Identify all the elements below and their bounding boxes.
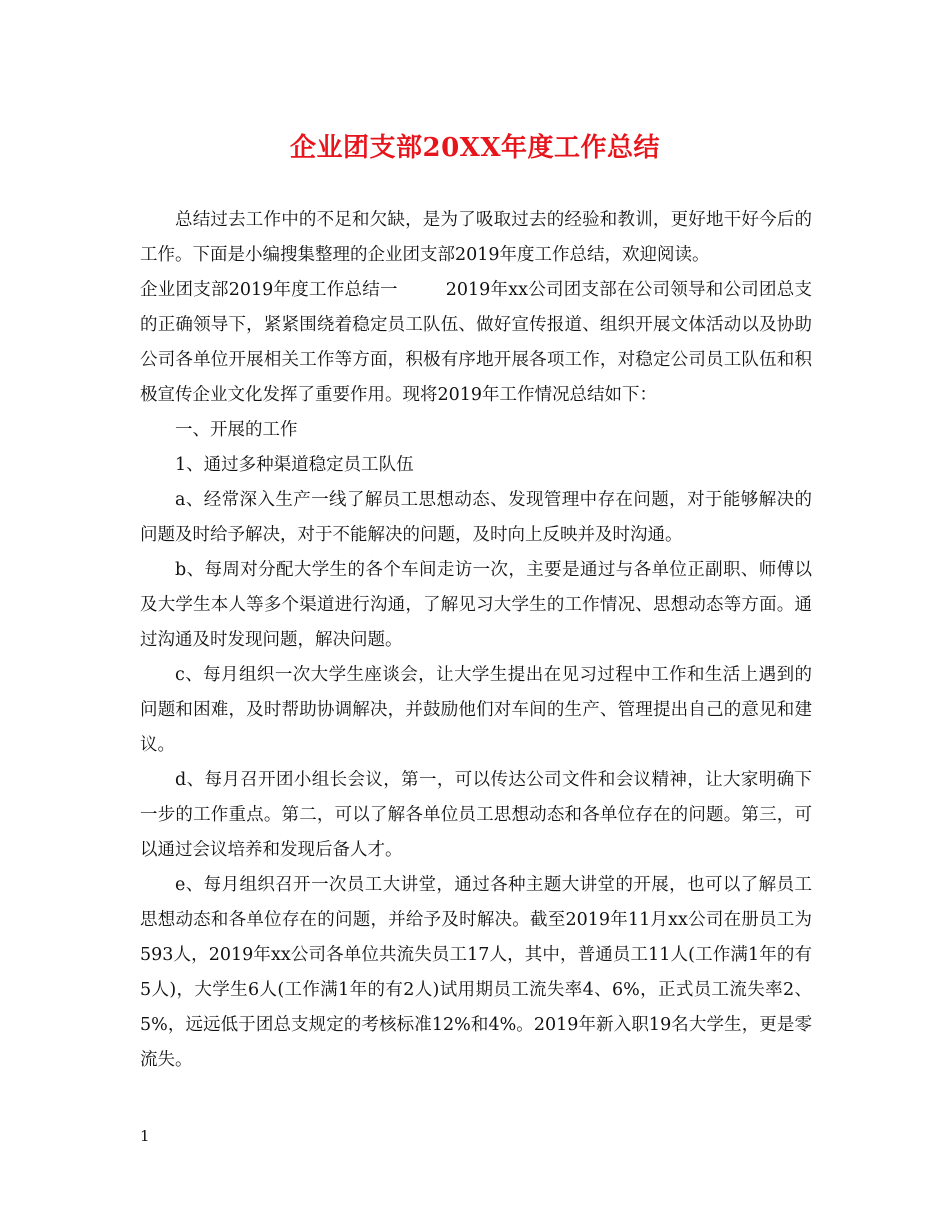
- section-label: 企业团支部2019年度工作总结一: [140, 280, 398, 300]
- heading-stabilize-staff: 1、通过多种渠道稳定员工队伍: [175, 455, 414, 475]
- item-b-paragraph: b、每周对分配大学生的各个车间走访一次，主要是通过与各单位正副职、师傅以及大学生本人等多个渠道进行沟通，了解见习大学生的工作情况、思想动态等方面。通过沟通及时发现问题，解决问题。: [140, 560, 812, 650]
- item-d-paragraph: d、每月召开团小组长会议，第一，可以传达公司文件和会议精神，让大家明确下一步的工作重点。第二，可以了解各单位员工思想动态和各单位存在的问题。第三，可以通过会议培养和发现后备人才。: [140, 770, 812, 860]
- item-a-paragraph: a、经常深入生产一线了解员工思想动态、发现管理中存在问题，对于能够解决的问题及时给予解决，对于不能解决的问题，及时向上反映并及时沟通。: [140, 490, 812, 545]
- heading-work-done: 一、开展的工作: [175, 420, 298, 440]
- page-number: 1: [140, 1127, 150, 1145]
- intro-paragraph: 总结过去工作中的不足和欠缺，是为了吸取过去的经验和教训，更好地干好今后的工作。下面是小编搜集整理的企业团支部2019年度工作总结，欢迎阅读。: [140, 210, 812, 265]
- item-c-paragraph: c、每月组织一次大学生座谈会，让大学生提出在见习过程中工作和生活上遇到的问题和困难，及时帮助协调解决，并鼓励他们对车间的生产、管理提出自己的意见和建议。: [140, 665, 812, 755]
- section-body: 2019年xx公司团支部在公司领导和公司团总支的正确领导下，紧紧围绕着稳定员工队伍、做好宣传报道、组织开展文体活动以及协助公司各单位开展相关工作等方面，积极有序地开展各项工作，对稳定公司员工队伍和积极宣传企业文化发挥了重要作用。现将2019年工作情况总结如下：: [140, 280, 812, 405]
- document-title: 企业团支部20XX年度工作总结: [289, 133, 661, 163]
- item-e-paragraph: e、每月组织召开一次员工大讲堂，通过各种主题大讲堂的开展，也可以了解员工思想动态和各单位存在的问题，并给予及时解决。截至2019年11月xx公司在册员工为593人，2019年xx公司各单位共流失员工17人，其中，普通员工11人(工作满1年的有5人)，大学生6人(工作满1年的有2人)试用期员工流失率4、6%，正式员工流失率2、5%，远远低于团总支规定的考核标准12%和4%。2019年新入职19名大学生，更是零流失。: [140, 875, 812, 1070]
- section-paragraph: [140, 273, 812, 413]
- document-body: [140, 203, 812, 1078]
